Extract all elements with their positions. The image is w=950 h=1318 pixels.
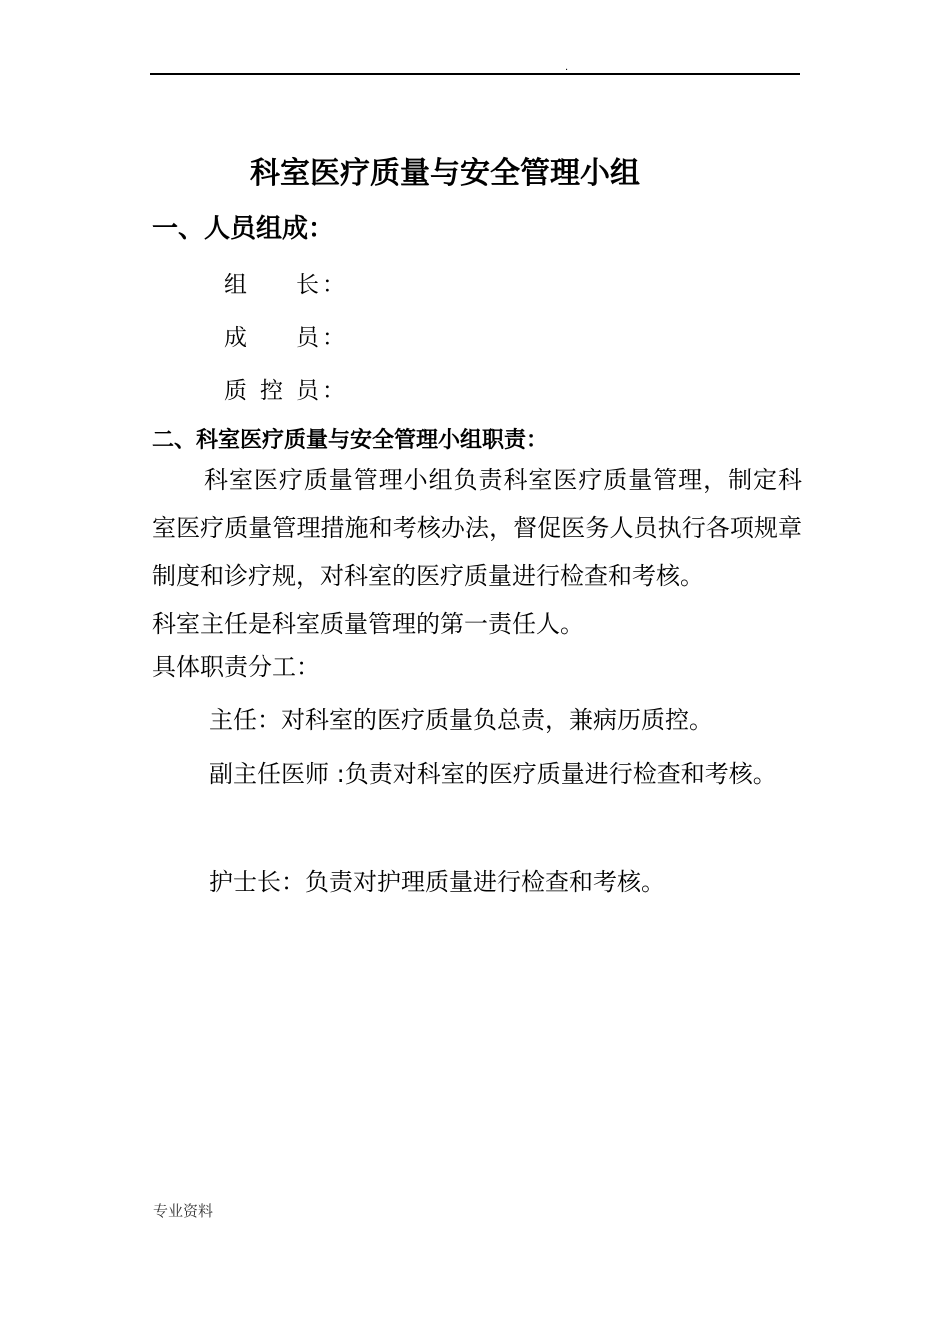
document-title: 科室医疗质量与安全管理小组 xyxy=(250,156,640,191)
member-label-char: 长 xyxy=(296,272,319,298)
responsibility-paragraph-tail: 科室主任是科室质量管理的第一责任人。 xyxy=(152,610,584,638)
member-label-colon: ： xyxy=(322,378,345,404)
responsibility-paragraph: 科室医疗质量管理小组负责科室医疗质量管理，制定科室医疗质量管理措施和考核办法，督促医务人员执行各项规章制度和诊疗规，对科室的医疗质量进行检查和考核。 xyxy=(152,466,802,590)
member-label-char: 成 xyxy=(224,325,247,351)
member-label-char: 员 xyxy=(296,325,319,351)
member-label-char: 控 xyxy=(260,378,283,404)
duty-item-head-nurse: 护士长：负责对护理质量进行检查和考核。 xyxy=(209,868,665,896)
section2-heading: 二、科室医疗质量与安全管理小组职责： xyxy=(152,428,549,453)
header-dot: . xyxy=(565,62,569,73)
footer-label: 专业资料 xyxy=(153,1202,214,1220)
duty-item-deputy: 副主任医师 :负责对科室的医疗质量进行检查和考核。 xyxy=(209,760,777,788)
member-label-char: 组 xyxy=(224,272,247,298)
duty-item-director: 主任：对科室的医疗质量负总责，兼病历质控。 xyxy=(209,706,713,734)
member-label-colon: ： xyxy=(322,272,345,298)
duties-heading: 具体职责分工： xyxy=(152,653,320,681)
section1-heading: 一、人员组成： xyxy=(152,214,335,244)
member-label-char: 员 xyxy=(296,378,319,404)
member-label-char: 质 xyxy=(224,378,247,404)
member-label-colon: ： xyxy=(322,325,345,351)
header-rule xyxy=(150,73,800,75)
